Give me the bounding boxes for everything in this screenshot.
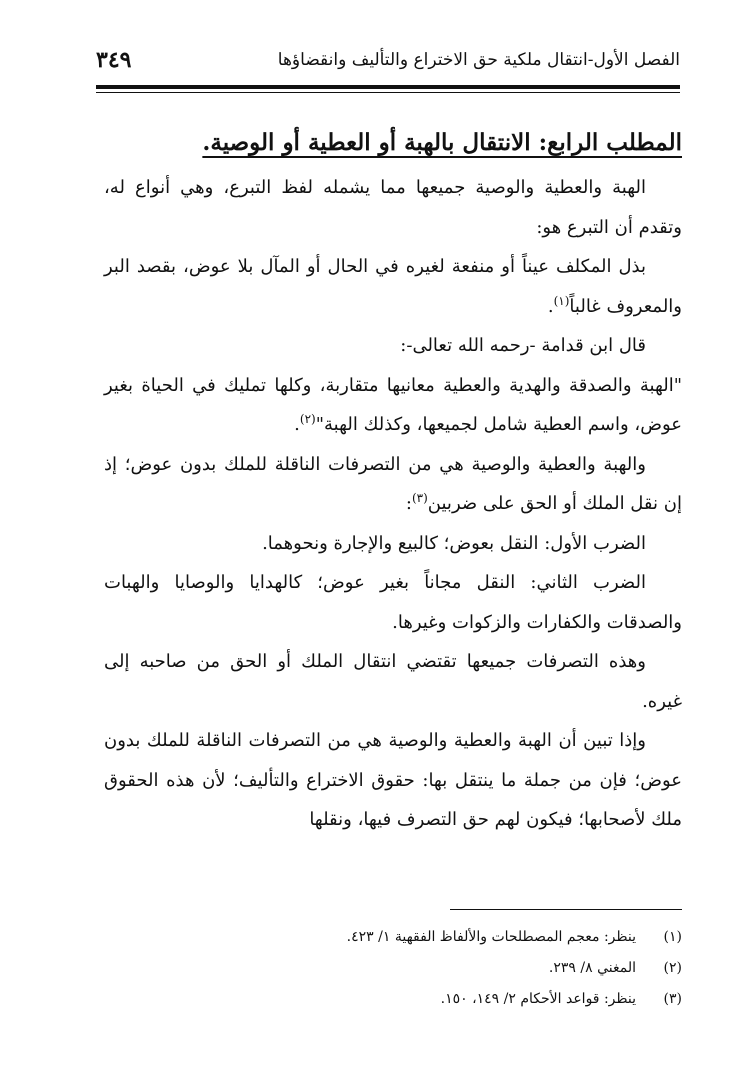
chapter-title: الفصل الأول-انتقال ملكية حق الاختراع والتأليف وانقضاؤها [277, 50, 680, 70]
footnote-ref[interactable]: (٣) [411, 491, 428, 505]
footnote-text: ينظر: معجم المصطلحات والألفاظ الفقهية ١/ ٤٢٣. [346, 929, 636, 945]
paragraph: قال ابن قدامة -رحمه الله تعالى-: [400, 335, 646, 356]
footnote-text: المغني ٨/ ٢٣٩. [548, 960, 636, 976]
footnote-number: (٢) [663, 960, 682, 976]
footnote [104, 953, 682, 984]
paragraph: وإذا تبين أن الهبة والعطية والوصية هي من التصرفات الناقلة للملك بدون عوض؛ فإن من جملة ما ينتقل بها: حقوق الاختراع والتأليف؛ لأن هذه الحقوق ملك لأصحابها؛ فيكون لهم حق التصرف فيها، ونقلها [104, 730, 682, 830]
running-header [96, 40, 680, 80]
paragraph: والهبة والعطية والوصية هي من التصرفات الناقلة للملك بدون عوض؛ إذ إن نقل الملك أو الحق على ضربين$^{(٣)}$: [104, 453, 682, 514]
header-rule-thick [96, 85, 680, 89]
main-text [104, 120, 682, 840]
paragraph: الهبة والعطية والوصية جميعها مما يشمله لفظ التبرع، وهي أنواع له، وتقدم أن التبرع هو: [104, 177, 682, 238]
page-number: ٣٤٩ [96, 47, 132, 73]
footnote [104, 984, 682, 1015]
header-rule-thin [96, 92, 680, 93]
footnote-ref[interactable]: (١) [553, 293, 570, 308]
paragraph: الضرب الثاني: النقل مجاناً بغير عوض؛ كالهدايا والوصايا والهبات والصدقات والكفارات والزكوات وغيرها. [104, 572, 682, 633]
paragraph: وهذه التصرفات جميعها تقتضي انتقال الملك أو الحق من صاحبه إلى غيره. [104, 651, 682, 712]
paragraph: الضرب الأول: النقل بعوض؛ كالبيع والإجارة ونحوهما. [262, 532, 646, 554]
quotation: "الهبة والصدقة والهدية والعطية معانيها متقاربة، وكلها تمليك في الحياة بغير عوض، واسم العطية شامل لجميعها، وكذلك الهبة"$^{(٢)}$. [104, 374, 683, 435]
footnote-number: (١) [663, 929, 682, 945]
footnote-separator [450, 909, 682, 910]
footnote-ref[interactable]: (٢) [299, 412, 316, 426]
section-title: المطلب الرابع: الانتقال بالهبة أو العطية أو الوصية. [202, 129, 682, 156]
footnote-number: (٣) [663, 991, 682, 1007]
footnote [104, 922, 682, 953]
paragraph: بذل المكلف عيناً أو منفعة لغيره في الحال أو المآل بلا عوض، بقصد البر والمعروف غالباً$^{(١)}$. [104, 256, 682, 317]
footnotes [104, 922, 682, 1015]
footnote-text: ينظر: قواعد الأحكام ٢/ ١٤٩، ١٥٠. [440, 991, 636, 1007]
